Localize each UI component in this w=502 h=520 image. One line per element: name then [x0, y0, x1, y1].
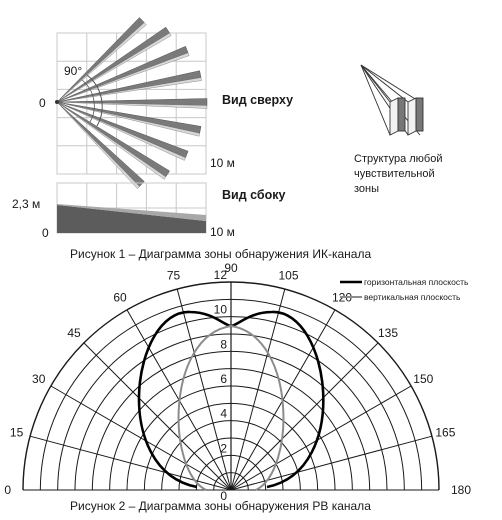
- radial-scale-label: 4: [220, 406, 227, 421]
- polar-spoke: [51, 386, 231, 490]
- side-view-diagram: [57, 183, 206, 233]
- zone-structure-caption-2: чувствительной: [354, 168, 435, 180]
- radial-scale-label: 10: [213, 302, 227, 317]
- chart-legend: [340, 277, 469, 302]
- radial-scale-label: 8: [220, 337, 227, 352]
- polar-spoke: [231, 343, 378, 490]
- angle-label: 150: [413, 372, 434, 386]
- top-view-diagram: [55, 18, 207, 189]
- side-view-range-label: 10 м: [210, 225, 235, 239]
- angle-label: 180: [451, 483, 472, 497]
- angle-label: 30: [32, 372, 46, 386]
- zone-structure-caption-3: зоны: [354, 183, 380, 195]
- top-view-range-label: 10 м: [210, 156, 235, 170]
- angle-label: 105: [278, 268, 299, 283]
- polar-grid: [23, 282, 439, 490]
- angle-label: 165: [435, 425, 456, 440]
- sensor-origin-point: [55, 100, 59, 104]
- legend-label-horizontal: горизонтальная плоскость: [364, 277, 469, 287]
- angle-label: 15: [9, 425, 24, 440]
- side-view-height-label: 2,3 м: [12, 197, 41, 211]
- angle-label: 120: [331, 290, 353, 305]
- detection-beam-fan: [57, 18, 207, 189]
- radial-scale-label: 12: [213, 268, 227, 282]
- side-view-origin-label: 0: [42, 226, 49, 240]
- angle-label: 60: [113, 290, 127, 305]
- side-beam-lower: [57, 205, 206, 233]
- polar-spoke: [84, 343, 231, 490]
- angle-label: 135: [377, 326, 399, 340]
- zone-structure-caption-1: Структура любой: [354, 153, 443, 165]
- figure1-caption: Рисунок 1 – Диаграмма зоны обнаружения ИК-канала: [70, 247, 372, 261]
- angle-label: 90: [224, 261, 238, 275]
- figure2-caption: Рисунок 2 – Диаграмма зоны обнаружения РВ канала: [70, 499, 371, 513]
- zone-structure-diagram: [361, 65, 423, 135]
- angle-label: 75: [166, 268, 181, 283]
- field-angle-label: 90°: [64, 64, 83, 78]
- top-view-origin-label: 0: [39, 96, 46, 110]
- detection-beam-edge: [57, 102, 185, 160]
- radial-scale-label: 0: [220, 489, 227, 503]
- angle-label: 0: [4, 483, 11, 497]
- top-view-title: Вид сверху: [222, 93, 294, 107]
- legend-label-vertical: вертикальная плоскость: [364, 292, 461, 302]
- radial-scale-label: 6: [220, 372, 227, 386]
- side-view-title: Вид сбоку: [222, 188, 286, 202]
- polar-spoke: [231, 386, 411, 490]
- angle-label: 45: [67, 326, 81, 340]
- radial-scale-label: 2: [220, 441, 227, 456]
